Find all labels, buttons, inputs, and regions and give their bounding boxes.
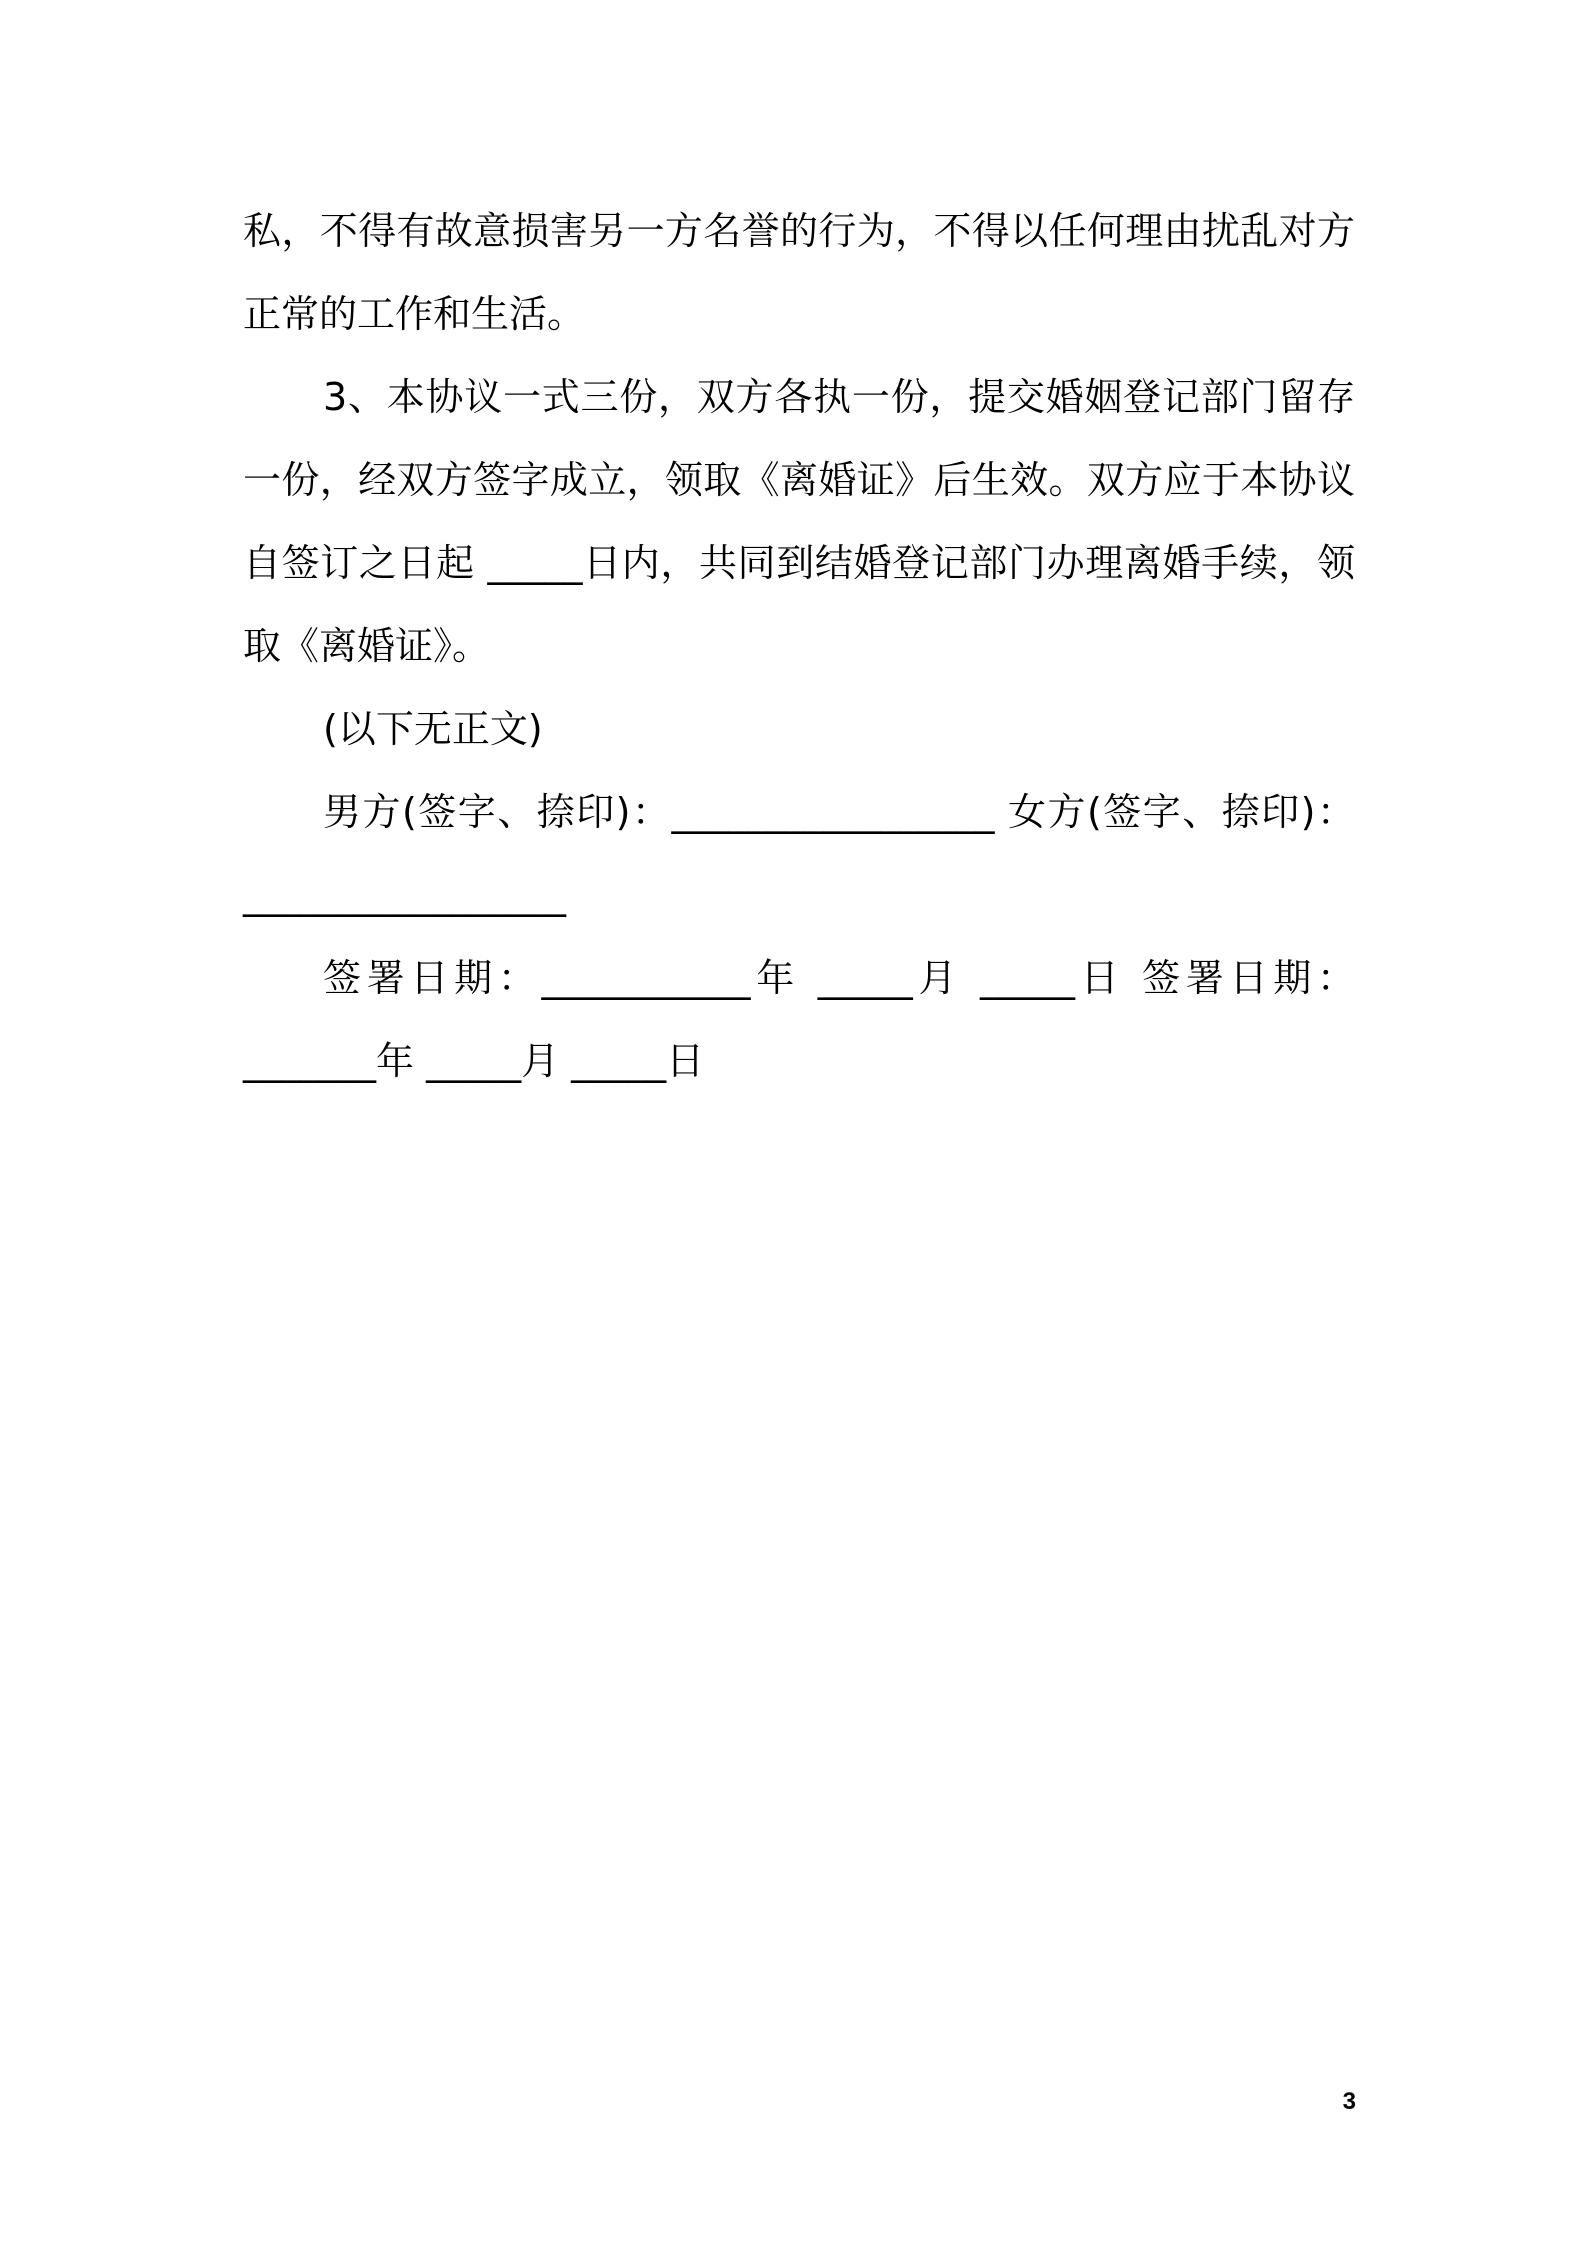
- document-body: [243, 190, 1355, 1103]
- paragraph-copies-clause: 3、本协议一式三份，双方各执一份，提交婚姻登记部门留存一份，经双方签字成立，领取《离婚证》后生效。双方应于本协议自签订之日起 _____日内，共同到结婚登记部门办理离婚手续，领取《离婚证》。: [243, 375, 1355, 668]
- paragraph-signature-lines: 男方(签字、捺印)：_________________ 女方(签字、捺印)：_________________: [243, 790, 1355, 917]
- paragraph-privacy-clause: 私，不得有故意损害另一方名誉的行为，不得以任何理由扰乱对方正常的工作和生活。: [243, 209, 1355, 336]
- paragraph-signing-dates: 签署日期：___________年 _____月 _____日 签署日期：_______年 _____月 _____日: [243, 956, 1355, 1083]
- page-number: 3: [1342, 2088, 1356, 2115]
- paragraph-end-of-text: (以下无正文): [323, 707, 543, 751]
